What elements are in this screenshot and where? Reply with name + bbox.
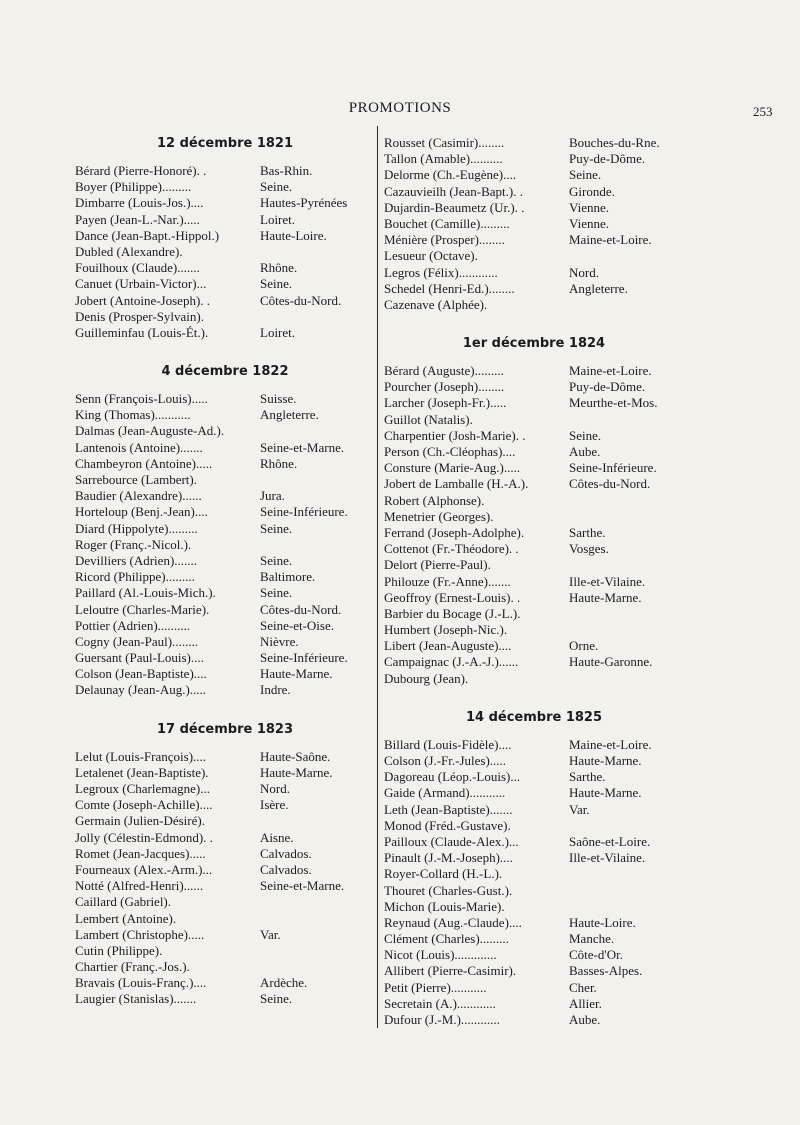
place-name: Seine. — [260, 585, 293, 601]
person-name: Ménière (Prosper)........ — [384, 232, 505, 248]
place-name: Haute-Marne. — [260, 764, 333, 780]
place-name: Côtes-du-Nord. — [260, 292, 342, 308]
place-name: Seine-Inférieure. — [260, 504, 348, 520]
place-name: Puy-de-Dôme. — [569, 151, 646, 167]
person-name: Secretain (A.)............ — [384, 995, 496, 1011]
list-item — [75, 391, 375, 407]
place-name: Maine-et-Loire. — [569, 232, 652, 248]
place-name: Rhône. — [260, 260, 298, 276]
list-item — [75, 407, 375, 423]
place-name: Vienne. — [569, 215, 610, 231]
person-name: Cazenave (Alphée). — [384, 296, 488, 312]
person-name: Michon (Louis-Marie). — [384, 898, 505, 914]
place-name: Seine-Inférieure. — [569, 460, 657, 476]
person-name: Schedel (Henri-Ed.)........ — [384, 280, 515, 296]
place-name: Sarthe. — [569, 524, 606, 540]
person-name: Monod (Fréd.-Gustave). — [384, 817, 511, 833]
list-item — [384, 606, 684, 622]
person-name: Bérard (Auguste)......... — [384, 363, 504, 379]
list-item — [384, 232, 684, 248]
person-name: Pinault (J.-M.-Joseph).... — [384, 850, 513, 866]
person-name: Lantenois (Antoine)....... — [75, 439, 203, 455]
person-name: Person (Ch.-Cléophas).... — [384, 444, 516, 459]
list-item — [384, 395, 684, 411]
place-name: Vienne. — [569, 199, 610, 215]
place-name: Saône-et-Loire. — [569, 833, 651, 849]
place-name: Puy-de-Dôme. — [569, 379, 646, 395]
person-name: Dagoreau (Léop.-Louis)... — [384, 769, 521, 785]
list-item — [384, 834, 684, 850]
person-name: Dubourg (Jean). — [384, 670, 469, 686]
list-item — [75, 456, 375, 472]
list-item — [384, 493, 684, 509]
list-item — [75, 927, 375, 943]
person-name: Pottier (Adrien).......... — [75, 617, 191, 633]
list-item — [75, 781, 375, 797]
person-name: Guersant (Paul-Louis).... — [75, 650, 204, 666]
list-item — [384, 428, 684, 444]
person-name: Dubled (Alexandre). — [75, 243, 183, 259]
list-item — [384, 574, 684, 590]
place-name: Ardèche. — [260, 975, 308, 991]
person-name: Dance (Jean-Bapt.-Hippol.) — [75, 227, 220, 243]
person-name: Baudier (Alexandre)...... — [75, 488, 202, 504]
place-name: Haute-Saône. — [260, 748, 331, 764]
place-name: Aube. — [569, 444, 601, 459]
place-name: Var. — [569, 801, 590, 817]
person-name: Jolly (Célestin-Edmond). . — [75, 829, 213, 845]
list-item — [384, 671, 684, 687]
list-item — [75, 666, 375, 682]
place-name: Maine-et-Loire. — [569, 363, 652, 379]
person-name: Reynaud (Aug.-Claude).... — [384, 914, 522, 930]
place-name: Bas-Rhin. — [260, 163, 313, 178]
promotion-section — [384, 135, 684, 313]
person-name: Dimbarre (Louis-Jos.).... — [75, 195, 204, 211]
list-item — [384, 509, 684, 525]
list-item — [384, 476, 684, 492]
list-item — [75, 618, 375, 634]
person-name: Rousset (Casimir)........ — [384, 135, 505, 150]
place-name: Hautes-Pyrénées — [260, 195, 348, 211]
list-item — [75, 179, 375, 195]
place-name: Seine-et-Marne. — [260, 878, 345, 894]
list-item — [384, 363, 684, 379]
list-item — [75, 553, 375, 569]
person-name: Allibert (Pierre-Casimir). — [384, 963, 517, 979]
list-item — [75, 309, 375, 325]
list-item — [75, 975, 375, 991]
list-item — [384, 184, 684, 200]
place-name: Allier. — [569, 995, 602, 1011]
list-item — [384, 753, 684, 769]
place-name: Gironde. — [569, 183, 615, 199]
list-item — [384, 412, 684, 428]
place-name: Nord. — [260, 781, 290, 796]
section-heading: 12 décembre 1821 — [156, 136, 294, 151]
place-name: Calvados. — [260, 861, 312, 877]
person-name: Delaunay (Jean-Aug.)..... — [75, 682, 207, 698]
person-name: Bouchet (Camille)......... — [384, 215, 510, 231]
left-column — [75, 135, 375, 1030]
person-name: Nicot (Louis)............. — [384, 947, 497, 963]
list-item — [75, 569, 375, 585]
person-name: Chartier (Franç.-Jos.). — [75, 959, 190, 975]
person-name: Canuet (Urbain-Victor)... — [75, 276, 207, 292]
list-item — [75, 488, 375, 504]
list-item — [384, 248, 684, 264]
person-name: Cogny (Jean-Paul)........ — [75, 633, 199, 649]
person-name: Leth (Jean-Baptiste)....... — [384, 801, 513, 817]
person-name: Menetrier (Georges). — [384, 508, 494, 524]
person-name: Denis (Prosper-Sylvain). — [75, 308, 204, 324]
person-name: Lelut (Louis-François).... — [75, 748, 207, 764]
section-heading: 14 décembre 1825 — [465, 709, 603, 725]
person-name: Caillard (Gabriel). — [75, 894, 172, 910]
place-name: Haute-Marne. — [569, 785, 642, 801]
list-item — [384, 996, 684, 1012]
person-name: Sarrebource (Lambert). — [75, 472, 197, 487]
place-name: Angleterre. — [260, 407, 319, 423]
list-item — [75, 423, 375, 439]
list-item — [384, 281, 684, 297]
list-item — [75, 797, 375, 813]
person-name: Dalmas (Jean-Auguste-Ad.). — [75, 423, 225, 439]
place-name: Seine. — [569, 167, 602, 183]
place-name: Meurthe-et-Mos. — [569, 395, 658, 411]
list-item — [75, 878, 375, 894]
place-name: Aisne. — [260, 829, 294, 845]
list-item — [384, 737, 684, 753]
list-item — [384, 1012, 684, 1028]
page-number: 253 — [753, 104, 773, 119]
person-name: Consture (Marie-Aug.)..... — [384, 460, 521, 476]
right-column — [384, 135, 684, 1050]
place-name: Sarthe. — [569, 769, 606, 785]
person-name: Legroux (Charlemagne)... — [75, 781, 211, 796]
list-item — [75, 325, 375, 341]
person-name: Libert (Jean-Auguste).... — [384, 638, 512, 654]
list-item — [75, 260, 375, 276]
person-name: Jobert de Lamballe (H.-A.). — [384, 476, 529, 492]
section-heading: 17 décembre 1823 — [156, 721, 294, 737]
list-item — [384, 883, 684, 899]
person-name: Petit (Pierre)........... — [384, 979, 487, 995]
list-item — [384, 525, 684, 541]
promotion-section — [384, 709, 684, 1028]
list-item — [384, 541, 684, 557]
person-name: Payen (Jean-L.-Nar.)..... — [75, 211, 200, 227]
list-item — [75, 959, 375, 975]
person-name: Roger (Franç.-Nicol.). — [75, 536, 192, 552]
list-item — [75, 682, 375, 698]
column-divider — [377, 126, 378, 1028]
person-name: Jobert (Antoine-Joseph). . — [75, 292, 211, 308]
place-name: Haute-Loire. — [569, 914, 636, 930]
list-item — [384, 379, 684, 395]
list-item — [384, 915, 684, 931]
person-name: Paillard (Al.-Louis-Mich.). — [75, 585, 216, 601]
list-item — [384, 850, 684, 866]
list-item — [75, 585, 375, 601]
person-name: Thouret (Charles-Gust.). — [384, 882, 513, 898]
place-name: Seine. — [569, 427, 602, 443]
list-item — [384, 460, 684, 476]
list-item — [384, 265, 684, 281]
place-name: Seine-Inférieure. — [260, 650, 348, 666]
list-item — [75, 813, 375, 829]
person-name: Pailloux (Claude-Alex.)... — [384, 833, 519, 849]
list-item — [384, 980, 684, 996]
list-item — [384, 818, 684, 834]
place-name: Jura. — [260, 488, 285, 504]
person-name: Lambert (Christophe)..... — [75, 926, 205, 942]
person-name: Pourcher (Joseph)........ — [384, 379, 505, 395]
place-name: Rhône. — [260, 455, 298, 471]
list-item — [384, 785, 684, 801]
list-item — [75, 244, 375, 260]
list-item — [75, 943, 375, 959]
person-name: Tallon (Amable).......... — [384, 151, 503, 167]
list-item — [75, 228, 375, 244]
person-name: Charpentier (Josh-Marie). . — [384, 427, 526, 443]
list-item — [384, 866, 684, 882]
list-item — [384, 899, 684, 915]
place-name: Seine. — [260, 991, 293, 1007]
place-name: Maine-et-Loire. — [569, 736, 652, 752]
place-name: Manche. — [569, 931, 615, 947]
place-name: Côte-d'Or. — [569, 947, 623, 963]
person-name: Colson (Jean-Baptiste).... — [75, 666, 207, 682]
place-name: Haute-Loire. — [260, 227, 327, 243]
person-name: Devilliers (Adrien)....... — [75, 552, 198, 568]
list-item — [384, 444, 684, 460]
person-name: Fouilhoux (Claude)....... — [75, 260, 200, 276]
person-name: Letalenet (Jean-Baptiste). — [75, 764, 209, 780]
running-head: PROMOTIONS — [348, 100, 452, 116]
list-item — [75, 749, 375, 765]
list-item — [75, 911, 375, 927]
place-name: Ille-et-Vilaine. — [569, 573, 646, 589]
person-name: Clément (Charles)......... — [384, 931, 509, 947]
person-name: Larcher (Joseph-Fr.)..... — [384, 395, 507, 411]
list-item — [384, 947, 684, 963]
place-name: Loiret. — [260, 211, 296, 227]
list-item — [75, 212, 375, 228]
person-name: Comte (Joseph-Achille).... — [75, 797, 213, 813]
person-name: Germain (Julien-Désiré). — [75, 813, 205, 829]
list-item — [384, 135, 684, 151]
person-name: Barbier du Bocage (J.-L.). — [384, 605, 521, 621]
section-heading: 4 décembre 1822 — [161, 364, 289, 380]
person-name: Cutin (Philippe). — [75, 942, 163, 958]
place-name: Haute-Garonne. — [569, 654, 653, 670]
person-name: Laugier (Stanislas)....... — [75, 991, 197, 1007]
list-item — [384, 167, 684, 183]
place-name: Aube. — [569, 1012, 601, 1027]
place-name: Ille-et-Vilaine. — [569, 850, 646, 866]
list-item — [75, 991, 375, 1007]
place-name: Haute-Marne. — [569, 589, 642, 605]
person-name: Delorme (Ch.-Eugène).... — [384, 167, 517, 183]
person-name: Royer-Collard (H.-L.). — [384, 866, 503, 882]
person-name: Gaide (Armand)........... — [384, 785, 506, 801]
list-item — [384, 638, 684, 654]
list-item — [384, 931, 684, 947]
person-name: Guilleminfau (Louis-Ét.). — [75, 324, 209, 340]
list-item — [75, 521, 375, 537]
list-item — [75, 472, 375, 488]
person-name: Campaignac (J.-A.-J.)...... — [384, 654, 519, 670]
list-item — [384, 769, 684, 785]
list-item — [384, 963, 684, 979]
person-name: Lembert (Antoine). — [75, 910, 177, 926]
person-name: Romet (Jean-Jacques)..... — [75, 845, 206, 861]
place-name: Seine. — [260, 520, 293, 536]
place-name: Seine. — [260, 552, 293, 568]
place-name: Seine. — [260, 276, 293, 292]
list-item — [75, 537, 375, 553]
person-name: Geoffroy (Ernest-Louis). . — [384, 589, 521, 605]
place-name: Bouches-du-Rne. — [569, 135, 660, 150]
list-item — [384, 151, 684, 167]
list-item — [75, 602, 375, 618]
person-name: Ricord (Philippe)......... — [75, 569, 195, 585]
person-name: Diard (Hippolyte)......... — [75, 520, 198, 536]
place-name: Orne. — [569, 638, 599, 654]
promotion-section — [75, 135, 375, 341]
place-name: Baltimore. — [260, 569, 316, 585]
person-name: Chambeyron (Antoine)..... — [75, 455, 213, 471]
list-item — [75, 440, 375, 456]
person-name: Leloutre (Charles-Marie). — [75, 601, 210, 617]
list-item — [384, 622, 684, 638]
place-name: Indre. — [260, 682, 291, 698]
promotion-section — [75, 721, 375, 1008]
promotion-section — [75, 363, 375, 699]
list-item — [384, 216, 684, 232]
section-heading: 1er décembre 1824 — [462, 336, 606, 352]
person-name: Dujardin-Beaumetz (Ur.). . — [384, 199, 525, 215]
place-name: Angleterre. — [569, 280, 628, 296]
place-name: Seine-et-Oise. — [260, 617, 335, 633]
place-name: Nord. — [569, 264, 599, 280]
list-item — [384, 200, 684, 216]
list-item — [75, 650, 375, 666]
list-item — [384, 590, 684, 606]
place-name: Côtes-du-Nord. — [569, 476, 651, 492]
list-item — [75, 504, 375, 520]
place-name: Haute-Marne. — [260, 666, 333, 682]
place-name: Var. — [260, 926, 281, 942]
list-item — [75, 846, 375, 862]
list-item — [384, 802, 684, 818]
person-name: Senn (François-Louis)..... — [75, 391, 208, 407]
place-name: Basses-Alpes. — [569, 963, 643, 979]
person-name: Lesueur (Octave). — [384, 248, 478, 264]
person-name: Fourneaux (Alex.-Arm.)... — [75, 861, 213, 877]
list-item — [75, 634, 375, 650]
place-name: Calvados. — [260, 845, 312, 861]
place-name: Cher. — [569, 979, 597, 995]
place-name: Côtes-du-Nord. — [260, 601, 342, 617]
person-name: Cazauvieilh (Jean-Bapt.). . — [384, 183, 523, 199]
person-name: Bérard (Pierre-Honoré). . — [75, 163, 207, 178]
list-item — [75, 293, 375, 309]
person-name: Bravais (Louis-Franç.).... — [75, 975, 207, 991]
list-item — [384, 297, 684, 313]
place-name: Suisse. — [260, 391, 297, 407]
person-name: Philouze (Fr.-Anne)....... — [384, 573, 511, 589]
list-item — [75, 894, 375, 910]
person-name: Humbert (Joseph-Nic.). — [384, 622, 508, 638]
person-name: Legros (Félix)............ — [384, 264, 498, 280]
place-name: Seine-et-Marne. — [260, 439, 345, 455]
person-name: Boyer (Philippe)......... — [75, 179, 192, 195]
list-item — [75, 276, 375, 292]
place-name: Seine. — [260, 179, 293, 195]
place-name: Vosges. — [569, 541, 609, 557]
person-name: Ferrand (Joseph-Adolphe). — [384, 524, 525, 540]
person-name: Guillot (Natalis). — [384, 411, 473, 427]
list-item — [75, 195, 375, 211]
person-name: Notté (Alfred-Henri)...... — [75, 878, 204, 894]
place-name: Isère. — [260, 797, 289, 813]
person-name: King (Thomas)........... — [75, 407, 191, 423]
list-item — [384, 654, 684, 670]
person-name: Dufour (J.-M.)............ — [384, 1012, 500, 1027]
place-name: Haute-Marne. — [569, 753, 642, 768]
promotion-section — [384, 335, 684, 687]
person-name: Delort (Pierre-Paul). — [384, 557, 491, 573]
place-name: Loiret. — [260, 324, 296, 340]
person-name: Horteloup (Benj.-Jean).... — [75, 504, 208, 520]
list-item — [384, 557, 684, 573]
list-item — [75, 830, 375, 846]
person-name: Billard (Louis-Fidèle).... — [384, 736, 512, 752]
person-name: Cottenot (Fr.-Théodore). . — [384, 541, 519, 557]
list-item — [75, 862, 375, 878]
place-name: Nièvre. — [260, 633, 299, 649]
person-name: Colson (J.-Fr.-Jules)..... — [384, 753, 507, 768]
list-item — [75, 163, 375, 179]
list-item — [75, 765, 375, 781]
person-name: Robert (Alphonse). — [384, 492, 485, 508]
